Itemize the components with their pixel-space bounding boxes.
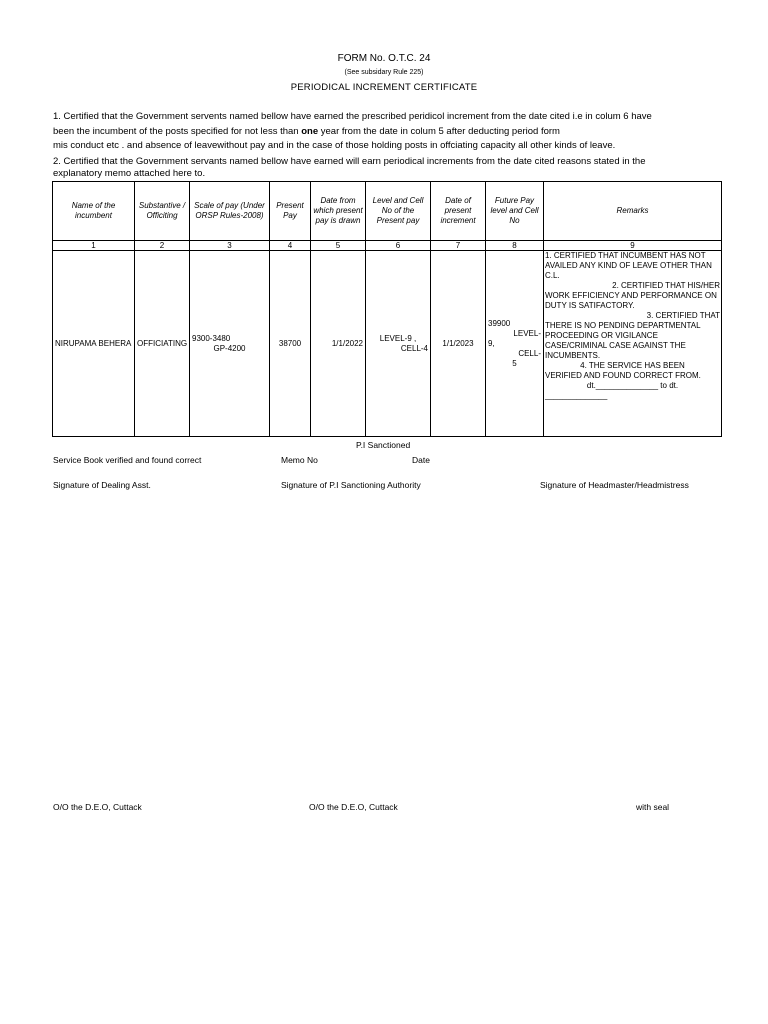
increment-table bbox=[52, 181, 722, 437]
remark-date-range: dt.______________ to dt. bbox=[586, 381, 679, 390]
subsidiary-rule: (See subsidary Rule 225) bbox=[344, 69, 424, 76]
col-number: 3 bbox=[190, 241, 270, 251]
pi-sanctioned-label: P.I Sanctioned bbox=[356, 440, 411, 450]
remark-2-body: WORK EFFICIENCY AND PERFORMANCE ON DUTY IS SATIFACTORY. bbox=[545, 291, 717, 310]
table-header-row bbox=[53, 182, 722, 241]
header-future-pay: Future Pay level and Cell No bbox=[486, 182, 544, 241]
para-text: year from the date in colum 5 after deducting period form bbox=[318, 126, 560, 137]
remark-1: 1. CERTIFIED THAT INCUMBENT HAS NOT AVAILED ANY KIND OF LEAVE OTHER THAN C.L. bbox=[545, 251, 712, 280]
cell-date-drawn: 1/1/2022 bbox=[311, 251, 366, 437]
table-number-row bbox=[53, 241, 722, 251]
cell-name: NIRUPAMA BEHERA bbox=[53, 251, 135, 437]
cell-status: OFFICIATING bbox=[135, 251, 190, 437]
header-date-drawn: Date from which present pay is drawn bbox=[311, 182, 366, 241]
future-cell-number: 5 bbox=[512, 358, 517, 368]
col-number: 5 bbox=[311, 241, 366, 251]
cell-present-pay: 38700 bbox=[270, 251, 311, 437]
remark-3-head: 3. CERTIFIED THAT bbox=[646, 311, 720, 320]
signature-dealing-asst: Signature of Dealing Asst. bbox=[53, 480, 151, 490]
header-present-pay: Present Pay bbox=[270, 182, 311, 241]
scale-grade-pay: GP-4200 bbox=[213, 343, 246, 353]
paragraph-1-line-3: mis conduct etc . and absence of leavewithout pay and in the case of those holding posts in offciating capacity all other kinds of leave. bbox=[53, 140, 616, 151]
future-level: LEVEL- bbox=[513, 328, 541, 338]
cell-scale bbox=[190, 251, 270, 437]
col-number: 1 bbox=[53, 241, 135, 251]
col-number: 8 bbox=[486, 241, 544, 251]
service-book-note: Service Book verified and found correct bbox=[53, 455, 202, 465]
paragraph-1-line-1: 1. Certified that the Government servents named bellow have earned the prescribed peridicol increment from the date cited i.e in colum 6 have bbox=[53, 111, 652, 122]
future-pay-value: 39900 bbox=[488, 318, 511, 328]
paragraph-1-line-2 bbox=[53, 126, 723, 137]
level-line: LEVEL-9 , bbox=[379, 333, 417, 343]
remark-3-body: THERE IS NO PENDING DEPARTMENTAL PROCEEDING OR VIGILANCE CASE/CRIMINAL CASE AGAINST THE INCUMBENTS. bbox=[545, 321, 701, 360]
signature-headmaster: Signature of Headmaster/Headmistress bbox=[540, 480, 689, 490]
col-number: 9 bbox=[544, 241, 722, 251]
cell-level bbox=[366, 251, 431, 437]
remark-4-body: VERIFIED AND FOUND CORRECT FROM. bbox=[545, 371, 701, 380]
office-label-2: O/O the D.E.O, Cuttack bbox=[309, 802, 398, 812]
remark-blank-line: ______________ bbox=[545, 391, 608, 400]
date-label: Date bbox=[412, 455, 430, 465]
cell-line: CELL-4 bbox=[400, 343, 428, 353]
remark-2-head: 2. CERTIFIED THAT HIS/HER bbox=[612, 281, 720, 290]
office-label-1: O/O the D.E.O, Cuttack bbox=[53, 802, 142, 812]
memo-no-label: Memo No bbox=[281, 455, 318, 465]
header-remarks: Remarks bbox=[544, 182, 722, 241]
cell-remarks bbox=[544, 251, 722, 437]
header-status: Substantive / Officiting bbox=[135, 182, 190, 241]
header-name: Name of the incumbent bbox=[53, 182, 135, 241]
col-number: 2 bbox=[135, 241, 190, 251]
remark-4-head: 4. THE SERVICE HAS BEEN bbox=[580, 361, 685, 370]
future-level-number: 9, bbox=[488, 338, 495, 348]
signature-sanctioning-authority: Signature of P.I Sanctioning Authority bbox=[281, 480, 421, 490]
header-scale: Scale of pay (Under ORSP Rules-2008) bbox=[190, 182, 270, 241]
para-bold: one bbox=[301, 126, 319, 137]
future-cell: CELL- bbox=[518, 348, 541, 358]
table-row bbox=[53, 251, 722, 437]
paragraph-2-line-2: explanatory memo attached here to. bbox=[53, 168, 206, 179]
para-text: been the incumbent of the posts specified for not less than bbox=[53, 126, 302, 137]
cell-date-increment: 1/1/2023 bbox=[431, 251, 486, 437]
certificate-title: PERIODICAL INCREMENT CERTIFICATE bbox=[290, 82, 478, 93]
with-seal-label: with seal bbox=[636, 802, 670, 812]
header-level-cell: Level and Cell No of the Present pay bbox=[366, 182, 431, 241]
scale-line: 9300-3480 bbox=[192, 333, 231, 343]
paragraph-2-line-1: 2. Certified that the Government servants named bellow have earned will earn periodical increments from the date cited reasons stated in the bbox=[53, 156, 646, 167]
col-number: 4 bbox=[270, 241, 311, 251]
header-date-increment: Date of present increment bbox=[431, 182, 486, 241]
cell-future-pay bbox=[486, 251, 544, 437]
col-number: 7 bbox=[431, 241, 486, 251]
form-number: FORM No. O.T.C. 24 bbox=[337, 53, 431, 64]
col-number: 6 bbox=[366, 241, 431, 251]
